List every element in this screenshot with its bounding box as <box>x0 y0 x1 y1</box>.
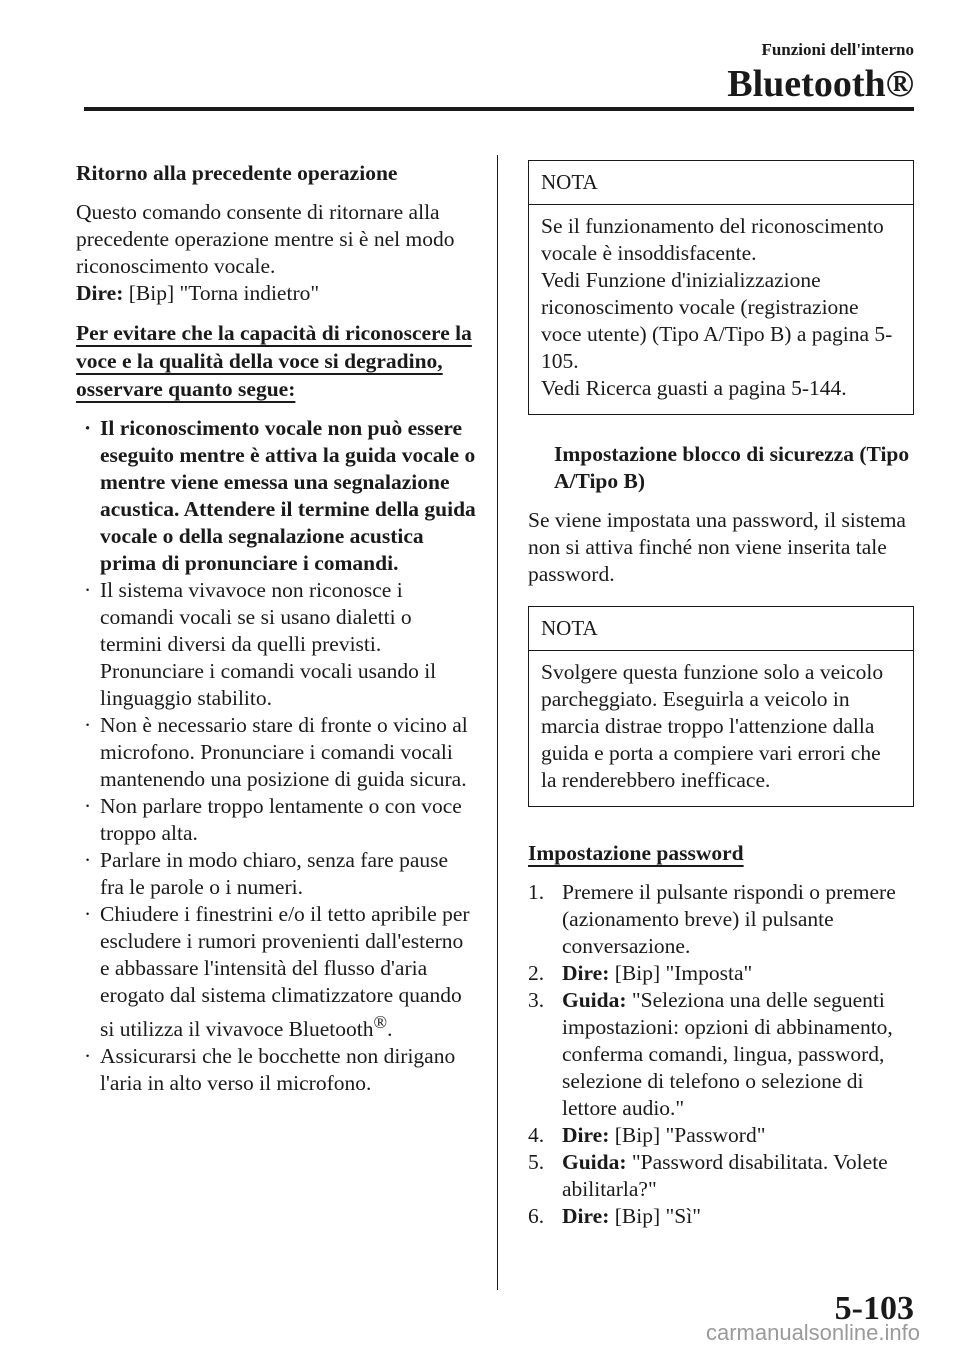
step-label: Guida: <box>562 1150 627 1174</box>
section-title: Funzioni dell'interno <box>761 40 914 59</box>
right-column <box>528 160 914 1230</box>
caution-heading-text: Per evitare che la capacità di riconoscere la voce e la qualità della voce si degradino, osservare quanto segue: <box>76 321 472 401</box>
list-item: · Parlare in modo chiaro, senza fare pause fra le parole o i numeri. <box>76 847 476 901</box>
caution-heading <box>76 319 476 403</box>
step-item <box>528 1122 914 1149</box>
step-number: 1. <box>528 880 545 904</box>
note-line: Vedi Funzione d'inizializzazione riconoscimento vocale (registrazione voce utente) (Tipo A/Tipo B) a pagina 5-105. <box>541 268 893 373</box>
list-item: · Assicurarsi che le bocchette non dirigano l'aria in alto verso il microfono. <box>76 1043 476 1097</box>
list-item: · Non parlare troppo lentamente o con voce troppo alta. <box>76 793 476 847</box>
note-body <box>529 205 913 414</box>
note-line: Se il funzionamento del riconoscimento vocale è insoddisfacente. <box>541 214 884 265</box>
steps-list <box>528 879 914 1230</box>
step-label: Dire: <box>562 1123 610 1147</box>
dire-label: Dire: <box>76 281 124 305</box>
step-number: 4. <box>528 1123 545 1147</box>
section-heading: Ritorno alla precedente operazione <box>76 161 398 185</box>
column-divider <box>497 155 498 1290</box>
step-item <box>528 879 914 960</box>
password-paragraph: Se viene impostata una password, il sistema non si attiva finché non viene inserita tale password. <box>528 508 906 586</box>
left-column <box>76 160 476 1097</box>
step-number: 2. <box>528 961 545 985</box>
dire-value: [Bip] "Torna indietro" <box>123 281 320 305</box>
step-text: "Seleziona una delle seguenti impostazioni: opzioni di abbinamento, conferma comandi, lingua, password, selezione di telefono o selezione di lettore audio." <box>562 988 893 1120</box>
step-text: [Bip] "Imposta" <box>609 961 753 985</box>
page-number: 5-103 <box>834 1290 914 1327</box>
note-box-1 <box>528 160 914 415</box>
step-item <box>528 960 914 987</box>
step-text: [Bip] "Sì" <box>609 1204 701 1228</box>
header-rule <box>84 107 914 111</box>
sub-heading: Impostazione blocco di sicurezza (Tipo A/Tipo B) <box>554 442 910 493</box>
step-number: 5. <box>528 1150 545 1174</box>
watermark: carmanualsonline.info <box>705 1320 920 1345</box>
list-item <box>76 901 476 1043</box>
step-text: Premere il pulsante rispondi o premere (azionamento breve) il pulsante conversazione. <box>562 880 896 958</box>
list-item: · Il riconoscimento vocale non può essere eseguito mentre è attiva la guida vocale o mentre viene emessa una segnalazione acustica. Attendere il termine della guida vocale o della segnalazione acustica prima di pronunciare i comandi. <box>76 415 476 577</box>
step-label: Guida: <box>562 988 627 1012</box>
step-number: 3. <box>528 988 545 1012</box>
chapter-title: Bluetooth® <box>727 63 914 105</box>
note-title: NOTA <box>529 607 913 651</box>
step-text: [Bip] "Password" <box>609 1123 766 1147</box>
dire-line <box>76 280 476 307</box>
password-heading <box>528 839 914 867</box>
step-label: Dire: <box>562 961 610 985</box>
step-item <box>528 1149 914 1203</box>
step-number: 6. <box>528 1204 545 1228</box>
period: . <box>387 1017 393 1042</box>
caution-list <box>76 415 476 1097</box>
note-text: Svolgere questa funzione solo a veicolo parcheggiato. Eseguirla a veicolo in marcia distrae troppo l'attenzione dalla guida e porta a compiere vari errori che la renderebbero inefficace. <box>541 660 884 792</box>
intro-paragraph: Questo comando consente di ritornare alla precedente operazione mentre si è nel modo riconoscimento vocale. <box>76 200 455 278</box>
step-item <box>528 1203 914 1230</box>
step-item <box>528 987 914 1122</box>
step-label: Dire: <box>562 1204 610 1228</box>
note-box-2 <box>528 606 914 807</box>
registered-mark: ® <box>373 1012 388 1032</box>
password-heading-text: Impostazione password <box>528 841 744 865</box>
list-item: · Non è necessario stare di fronte o vicino al microfono. Pronunciare i comandi vocali mantenendo una posizione di guida sicura. <box>76 712 476 793</box>
note-line: Vedi Ricerca guasti a pagina 5-144. <box>541 376 847 400</box>
note-title: NOTA <box>529 161 913 205</box>
step-text: "Password disabilitata. Volete abilitarla?" <box>562 1150 888 1201</box>
list-item: · Il sistema vivavoce non riconosce i comandi vocali se si usano dialetti o termini diversi da quelli previsti. Pronunciare i comandi vocali usando il linguaggio stabilito. <box>76 577 476 712</box>
note-body <box>529 651 913 806</box>
list-item-text: Chiudere i finestrini e/o il tetto apribile per escludere i rumori provenienti dall'esterno e abbassare l'intensità del flusso d'aria erogato dal sistema climatizzatore quando si utilizza il vivavoce Bluetooth <box>100 902 470 1042</box>
